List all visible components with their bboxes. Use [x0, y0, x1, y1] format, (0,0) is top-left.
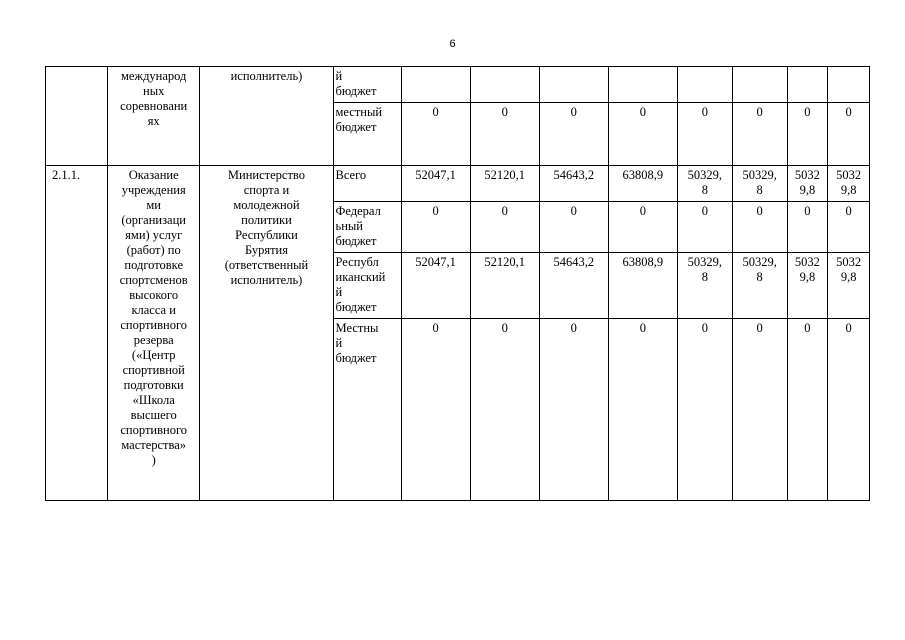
- cell-text: 5032: [794, 255, 820, 269]
- value-cell: [401, 166, 470, 202]
- value-cell: [732, 166, 787, 202]
- cell-text: иканский: [335, 270, 386, 284]
- value-cell: [677, 103, 732, 166]
- value-cell: [732, 202, 787, 253]
- cell-text: й: [335, 69, 343, 83]
- value-cell: [828, 166, 870, 202]
- cell-text: ях: [147, 114, 160, 128]
- cell-text: бюджет: [335, 84, 377, 98]
- cell-text: 9,8: [840, 183, 857, 197]
- cell-text: 52120,1: [484, 168, 525, 182]
- cell-text: (организаци: [121, 213, 186, 227]
- value-cell: [787, 166, 828, 202]
- code-cell: [46, 67, 108, 166]
- value-cell: [608, 253, 677, 319]
- table-row: [46, 166, 870, 202]
- cell-text: спорта и: [243, 183, 290, 197]
- value-cell: [470, 67, 539, 103]
- cell-text: 63808,9: [622, 255, 664, 269]
- value-cell: [828, 319, 870, 501]
- value-cell: [539, 67, 608, 103]
- cell-text: ьный: [335, 219, 363, 233]
- cell-text: 2.1.1.: [52, 168, 81, 182]
- value-cell: [732, 253, 787, 319]
- value-cell: [401, 202, 470, 253]
- value-cell: [828, 103, 870, 166]
- value-cell: [470, 166, 539, 202]
- cell-text: молодежной: [233, 198, 300, 212]
- cell-text: 0: [501, 105, 508, 119]
- cell-text: 5032: [794, 168, 820, 182]
- value-cell: [732, 67, 787, 103]
- cell-text: 0: [756, 204, 763, 218]
- value-cell: [539, 166, 608, 202]
- cell-text: 8: [756, 183, 763, 197]
- source-cell: [333, 202, 401, 253]
- table-body: [46, 67, 870, 501]
- value-cell: [608, 202, 677, 253]
- value-cell: [470, 253, 539, 319]
- value-cell: [677, 166, 732, 202]
- cell-text: резерва: [133, 333, 174, 347]
- value-cell: [401, 253, 470, 319]
- cell-text: 0: [639, 105, 646, 119]
- cell-text: ми: [146, 198, 161, 212]
- executor-cell: [200, 166, 333, 501]
- executor-cell: [200, 67, 333, 166]
- source-cell: [333, 319, 401, 501]
- cell-text: 0: [756, 321, 763, 335]
- cell-text: соревновани: [120, 99, 188, 113]
- source-cell: [333, 166, 401, 202]
- cell-text: 0: [570, 321, 577, 335]
- value-cell: [608, 319, 677, 501]
- cell-text: «Школа: [132, 393, 175, 407]
- code-cell: [46, 166, 108, 501]
- value-cell: [828, 67, 870, 103]
- value-cell: [539, 253, 608, 319]
- value-cell: [401, 103, 470, 166]
- value-cell: [787, 202, 828, 253]
- cell-text: спортивного: [120, 318, 188, 332]
- value-cell: [787, 67, 828, 103]
- value-cell: [608, 166, 677, 202]
- cell-text: Местны: [335, 321, 379, 335]
- cell-text: 0: [501, 321, 508, 335]
- name-cell: [107, 67, 199, 166]
- cell-text: Министерство: [227, 168, 305, 182]
- value-cell: [828, 253, 870, 319]
- cell-text: 50329,: [687, 255, 722, 269]
- cell-text: 0: [756, 105, 763, 119]
- cell-text: спортивного: [120, 423, 188, 437]
- cell-text: подготовки: [123, 378, 184, 392]
- cell-text: 0: [639, 204, 646, 218]
- cell-text: исполнитель): [230, 69, 303, 83]
- cell-text: 8: [701, 183, 708, 197]
- table-row: [46, 67, 870, 103]
- cell-text: ями) услуг: [125, 228, 183, 242]
- name-cell: [107, 166, 199, 501]
- value-cell: [470, 319, 539, 501]
- cell-text: 0: [701, 105, 708, 119]
- cell-text: Республ: [335, 255, 379, 269]
- cell-text: учреждения: [121, 183, 186, 197]
- value-cell: [677, 319, 732, 501]
- cell-text: бюджет: [335, 234, 377, 248]
- cell-text: мастерства»: [121, 438, 187, 452]
- value-cell: [787, 319, 828, 501]
- cell-text: 0: [570, 204, 577, 218]
- cell-text: 50329,: [687, 168, 722, 182]
- cell-text: международ: [120, 69, 187, 83]
- value-cell: [539, 319, 608, 501]
- value-cell: [608, 103, 677, 166]
- cell-text: класса и: [131, 303, 176, 317]
- cell-text: спортсменов: [119, 273, 188, 287]
- cell-text: й: [335, 336, 343, 350]
- cell-text: Бурятия: [244, 243, 288, 257]
- budget-table: [45, 66, 870, 501]
- cell-text: политики: [241, 213, 292, 227]
- cell-text: 0: [432, 321, 439, 335]
- cell-text: 0: [701, 204, 708, 218]
- cell-text: 54643,2: [553, 255, 595, 269]
- value-cell: [401, 67, 470, 103]
- page-number: 6: [449, 38, 456, 50]
- value-cell: [470, 202, 539, 253]
- source-cell: [333, 253, 401, 319]
- cell-text: ): [151, 453, 156, 467]
- cell-text: (ответственный: [224, 258, 309, 272]
- cell-text: 0: [845, 204, 852, 218]
- value-cell: [828, 202, 870, 253]
- cell-text: бюджет: [335, 351, 377, 365]
- cell-text: 0: [639, 321, 646, 335]
- cell-text: («Центр: [131, 348, 176, 362]
- value-cell: [677, 202, 732, 253]
- cell-text: ных: [143, 84, 165, 98]
- cell-text: 0: [432, 105, 439, 119]
- cell-text: 0: [845, 321, 852, 335]
- cell-text: 52047,1: [415, 255, 456, 269]
- cell-text: бюджет: [335, 120, 377, 134]
- cell-text: 0: [570, 105, 577, 119]
- value-cell: [470, 103, 539, 166]
- cell-text: высшего: [130, 408, 177, 422]
- source-cell: [333, 103, 401, 166]
- cell-text: 50329,: [742, 168, 777, 182]
- cell-text: 0: [501, 204, 508, 218]
- cell-text: Республики: [235, 228, 298, 242]
- cell-text: 0: [804, 204, 811, 218]
- value-cell: [787, 253, 828, 319]
- cell-text: подготовке: [124, 258, 183, 272]
- cell-text: 0: [804, 105, 811, 119]
- cell-text: 63808,9: [622, 168, 664, 182]
- cell-text: Федерал: [335, 204, 381, 218]
- cell-text: 0: [432, 204, 439, 218]
- value-cell: [677, 253, 732, 319]
- cell-text: Оказание: [128, 168, 179, 182]
- cell-text: 8: [701, 270, 708, 284]
- cell-text: 52120,1: [484, 255, 525, 269]
- cell-text: местный: [335, 105, 383, 119]
- cell-text: 0: [845, 105, 852, 119]
- cell-text: 5032: [836, 168, 862, 182]
- cell-text: 9,8: [799, 183, 816, 197]
- value-cell: [539, 103, 608, 166]
- value-cell: [401, 319, 470, 501]
- cell-text: 0: [701, 321, 708, 335]
- cell-text: бюджет: [335, 300, 377, 314]
- cell-text: 5032: [836, 255, 862, 269]
- cell-text: высокого: [129, 288, 179, 302]
- cell-text: 54643,2: [553, 168, 595, 182]
- value-cell: [787, 103, 828, 166]
- cell-text: й: [335, 285, 343, 299]
- cell-text: 50329,: [742, 255, 777, 269]
- cell-text: (работ) по: [126, 243, 181, 257]
- cell-text: спортивной: [122, 363, 185, 377]
- value-cell: [608, 67, 677, 103]
- source-cell: [333, 67, 401, 103]
- cell-text: 52047,1: [415, 168, 456, 182]
- value-cell: [539, 202, 608, 253]
- cell-text: 8: [756, 270, 763, 284]
- cell-text: Всего: [335, 168, 367, 182]
- value-cell: [732, 103, 787, 166]
- cell-text: 9,8: [840, 270, 857, 284]
- cell-text: 9,8: [799, 270, 816, 284]
- value-cell: [677, 67, 732, 103]
- cell-text: 0: [804, 321, 811, 335]
- cell-text: исполнитель): [230, 273, 303, 287]
- value-cell: [732, 319, 787, 501]
